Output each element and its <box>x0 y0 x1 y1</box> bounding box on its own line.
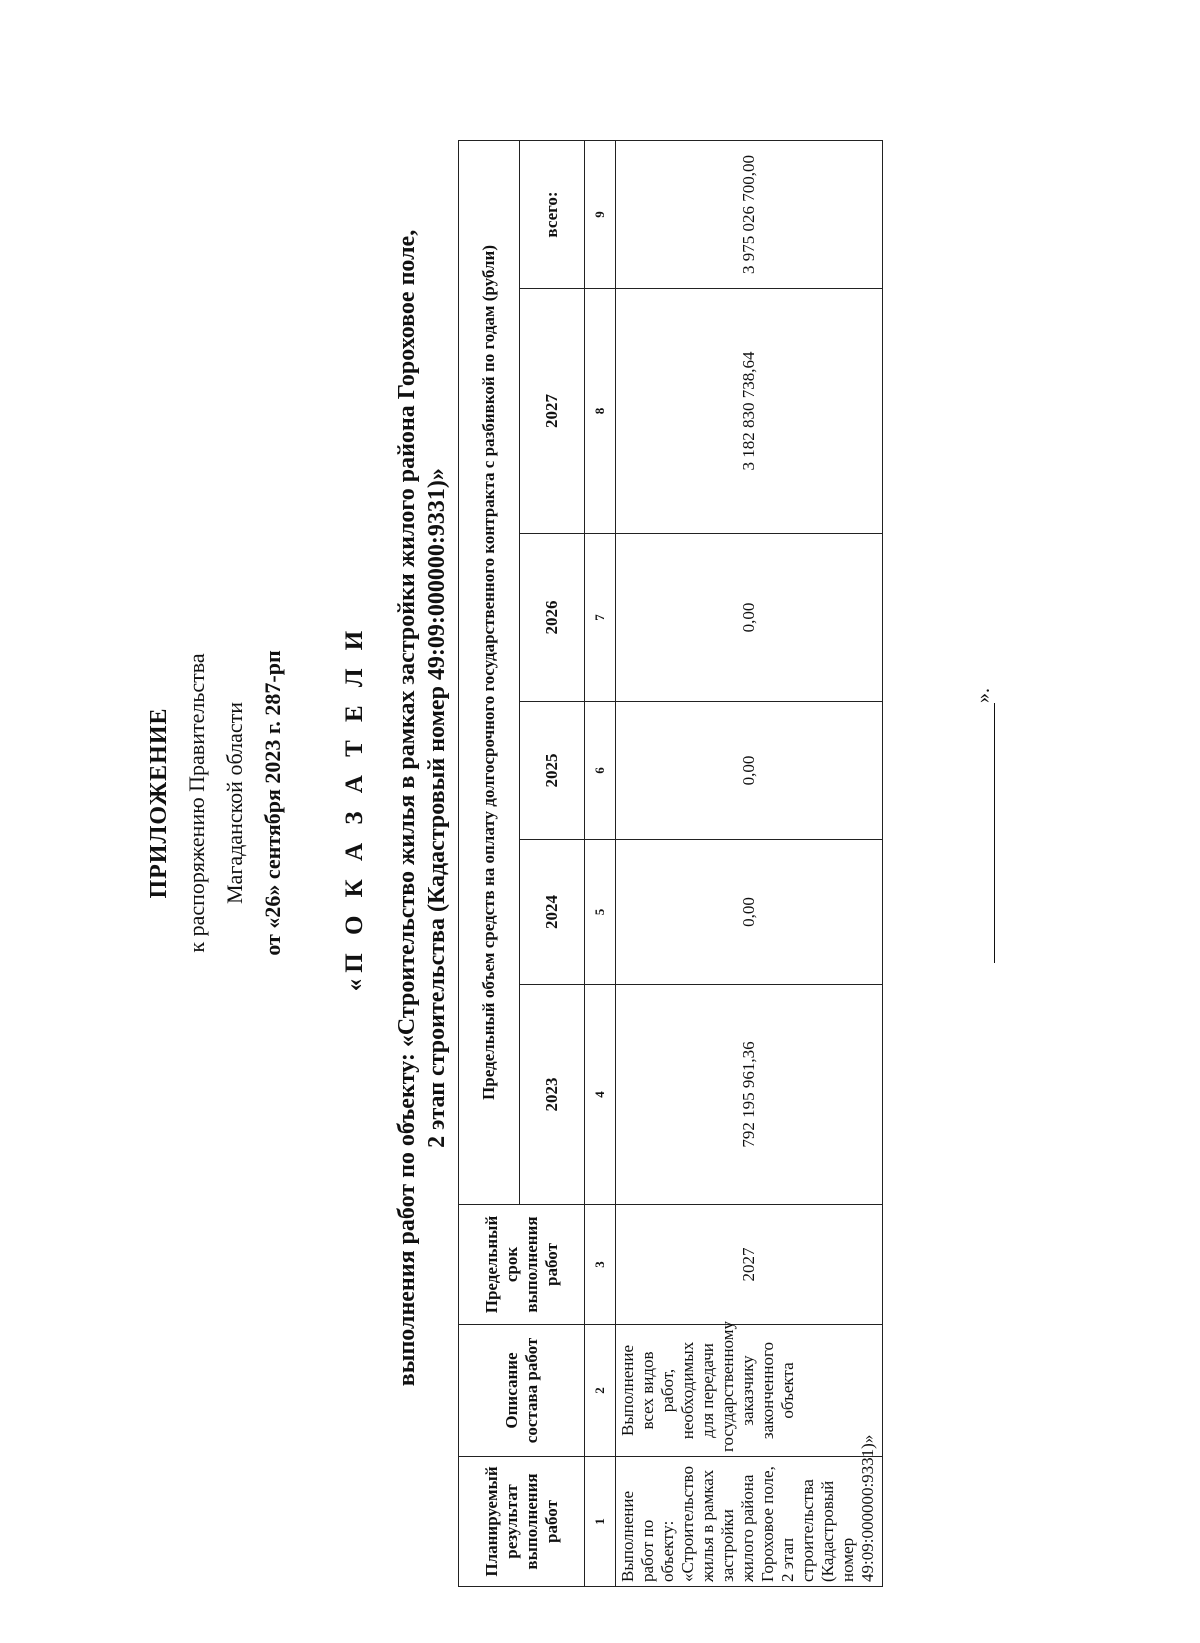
header-year-2023: 2023 <box>520 985 585 1205</box>
header-year-2025: 2025 <box>520 702 585 840</box>
column-number: 9 <box>585 140 616 288</box>
cell-value-2024: 0,00 <box>616 840 883 985</box>
header-year-2027: 2027 <box>520 289 585 534</box>
appendix-title: ПРИЛОЖЕНИЕ <box>146 707 172 899</box>
appendix-line-2: Магаданской области <box>222 702 247 904</box>
column-number: 7 <box>585 534 616 702</box>
heading-sub-1: выполнения работ по объекту: «Строительство жилья в рамках застройки жилого района Гороховое поле, <box>394 229 420 1387</box>
cell-value-2027: 3 182 830 738,64 <box>616 289 883 534</box>
appendix-line-3: от «26» сентября 2023 г. 287-рп <box>260 650 285 956</box>
cell-total: 3 975 026 700,00 <box>616 140 883 288</box>
header-deadline: Предельный срок выполнения работ <box>459 1205 585 1325</box>
header-year-2026: 2026 <box>520 534 585 702</box>
header-total: всего: <box>520 140 585 288</box>
appendix-block <box>140 523 292 1083</box>
cell-value-2025: 0,00 <box>616 702 883 840</box>
column-number-row <box>585 140 616 1586</box>
closing-line <box>976 703 995 963</box>
closing-quote: ». <box>972 688 994 703</box>
cell-description: Выполнение всех видов работ, необходимых для передачи государственному заказчику законченного объекта <box>616 1325 883 1457</box>
header-year-2024: 2024 <box>520 840 585 985</box>
column-number: 6 <box>585 702 616 840</box>
cell-deadline: 2027 <box>616 1205 883 1325</box>
column-number: 4 <box>585 985 616 1205</box>
cell-result: Выполнение работ по объекту: «Строительство жилья в рамках застройки жилого района Гороховое поле, 2 этап строительства (Кадастровый номер 49:09:000000:9331)» <box>616 1457 883 1587</box>
column-number: 3 <box>585 1205 616 1325</box>
header-description: Описание состава работ <box>459 1325 585 1457</box>
header-result: Планируемый результат выполнения работ <box>459 1457 585 1587</box>
header-funding-group: Предельный объем средств на оплату долгосрочного государственного контракта с разбивкой по годам (рубли) <box>459 140 520 1204</box>
cell-value-2023: 792 195 961,36 <box>616 985 883 1205</box>
column-number: 8 <box>585 289 616 534</box>
cell-value-2026: 0,00 <box>616 534 883 702</box>
table-row <box>616 140 883 1586</box>
closing-mark <box>972 663 995 963</box>
header-row-1 <box>459 140 520 1586</box>
heading-sub-2: 2 этап строительства (Кадастровый номер 49:09:000000:9331)» <box>424 468 450 1148</box>
document-heading <box>340 143 452 1473</box>
column-number: 2 <box>585 1325 616 1457</box>
heading-main: «П О К А З А Т Е Л И <box>341 624 368 992</box>
indicators-table <box>458 140 883 1587</box>
appendix-line-1: к распоряжению Правительства <box>184 653 209 953</box>
column-number: 1 <box>585 1457 616 1587</box>
column-number: 5 <box>585 840 616 985</box>
